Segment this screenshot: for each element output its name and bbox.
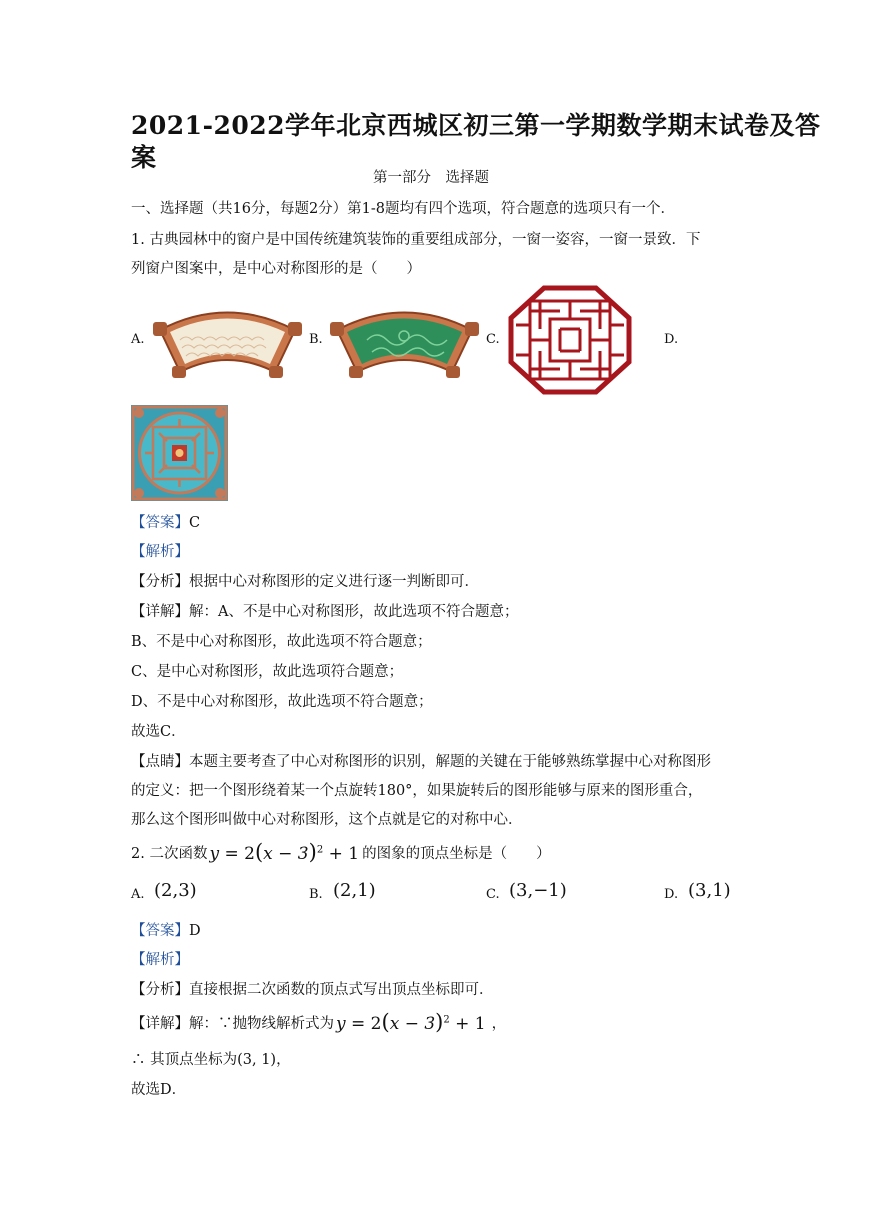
q1-dianjing-tag: 【点睛】 (131, 754, 189, 770)
square-lattice-window-image (131, 405, 228, 501)
fan-window-a-image (150, 300, 305, 380)
q1-xiangjie (131, 600, 518, 621)
q2-xiangjie-formula-lhs: y (336, 1014, 346, 1034)
q1-line-d: D、不是中心对称图形，故此选项不符合题意； (131, 694, 433, 710)
q2-xiangjie-formula: $y = 2(x - 3)^2 + 1$ (336, 1010, 486, 1034)
fan-window-b-image (327, 300, 482, 380)
octagon-lattice-window-image (508, 285, 632, 395)
q2-stem-pre: 2. 二次函数 (131, 845, 208, 862)
q1-fenxi-text: 根据中心对称图形的定义进行逐一判断即可． (189, 574, 479, 590)
q1-option-a-label: A. (131, 332, 145, 347)
q2-option-d-label: D. (664, 887, 679, 902)
q1-dianjing-line2: 的定义：把一个图形绕着某一个点旋转180°，如果旋转后的图形能够与原来的图形重合， (131, 783, 703, 799)
q1-stem-line2: 列窗户图案中，是中心对称图形的是（ ） (131, 261, 421, 277)
q2-option-c-value: (3,−1) (509, 880, 567, 901)
q1-dianjing-line3: 那么这个图形叫做中心对称图形，这个点就是它的对称中心． (131, 812, 523, 828)
q2-answer-value: D (189, 923, 201, 939)
q2-formula-coef: 2 (244, 844, 255, 864)
q2-xiangjie-formula-inner: x − 3 (389, 1014, 436, 1034)
q2-xiangjie-pre: 解：∵抛物线解析式为 (189, 1015, 334, 1032)
q1-answer-tag: 【答案】 (131, 515, 189, 531)
q1-fenxi (131, 570, 479, 591)
q2-option-c-label: C. (486, 887, 500, 902)
q2-fenxi-text: 直接根据二次函数的顶点式写出顶点坐标即可． (189, 982, 494, 998)
q2-stem (131, 840, 551, 864)
q2-xiangjie (131, 1010, 506, 1034)
section-intro: 一、选择题（共16分，每题2分）第1-8题均有四个选项，符合题意的选项只有一个． (131, 201, 676, 217)
q2-stem-post: 的图象的顶点坐标是（ ） (362, 845, 551, 862)
q2-xiangjie-formula-eq: = (351, 1014, 366, 1034)
q1-dianjing-line1 (131, 750, 711, 771)
q2-formula-eq: = (224, 844, 239, 864)
q2-answer-tag: 【答案】 (131, 923, 189, 939)
document-title-line1: 2021-2022学年北京西城区初三第一学期数学期末试卷及答 (131, 111, 821, 140)
q1-answer (131, 511, 200, 532)
q1-answer-value: C (189, 515, 201, 531)
q2-formula-exp: 2 (316, 844, 324, 856)
q1-option-c-label: C. (486, 332, 500, 347)
q2-analysis-tag: 【解析】 (131, 952, 189, 968)
q1-stem-line1: 1. 古典园林中的窗户是中国传统建筑装饰的重要组成部分，一窗一姿容，一窗一景致．下 (131, 232, 701, 248)
q2-xiangjie-formula-tail: + 1 (455, 1014, 486, 1034)
q2-formula-inner: x − 3 (263, 844, 309, 864)
q2-option-b-label: B. (309, 887, 323, 902)
q2-option-d-value: (3,1) (688, 880, 731, 901)
q1-option-d-label: D. (664, 332, 679, 347)
q2-formula-tail: + 1 (328, 844, 360, 864)
q2-choose: 故选D． (131, 1082, 187, 1098)
q2-xiangjie-post: ， (491, 1015, 507, 1032)
q1-fenxi-tag: 【分析】 (131, 574, 189, 590)
q2-formula-lhs: y (209, 844, 220, 864)
q2-xiangjie-formula-coef: 2 (370, 1014, 382, 1034)
q1-dianjing-text1: 本题主要考查了中心对称图形的识别，解题的关键在于能够熟练掌握中心对称图形 (189, 754, 711, 770)
q2-formula: $y = 2(x - 3)^2 + 1$ (209, 840, 360, 864)
q2-xiangjie-tag: 【详解】 (131, 1015, 189, 1032)
q2-fenxi-tag: 【分析】 (131, 982, 189, 998)
part-heading: 第一部分 选择题 (373, 170, 489, 186)
q1-choose: 故选C． (131, 724, 186, 740)
q1-line-c: C、是中心对称图形，故此选项符合题意； (131, 664, 404, 680)
q2-option-b-value: (2,1) (333, 880, 376, 901)
q1-xiangjie-text: 解：A、不是中心对称图形，故此选项不符合题意； (189, 604, 519, 620)
q2-therefore: ∴ 其顶点坐标为(3, 1)， (131, 1052, 291, 1068)
q2-xiangjie-formula-exp: 2 (443, 1014, 450, 1026)
q2-option-a-value: (2,3) (154, 880, 197, 901)
q2-fenxi (131, 978, 494, 999)
q1-option-b-label: B. (309, 332, 323, 347)
document-title-line2: 案 (131, 143, 157, 172)
q1-analysis-tag: 【解析】 (131, 544, 189, 560)
q2-answer (131, 919, 201, 940)
q1-xiangjie-tag: 【详解】 (131, 604, 189, 620)
q1-line-b: B、不是中心对称图形，故此选项不符合题意； (131, 634, 432, 650)
q2-option-a-label: A. (131, 887, 145, 902)
